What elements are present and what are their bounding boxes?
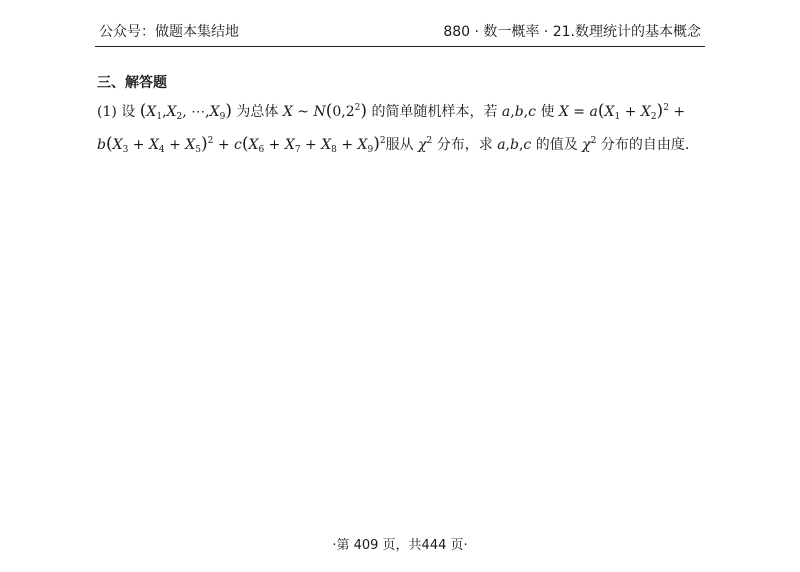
section-title: 三、解答题 [97, 75, 167, 91]
problem-text-2: 为总体 [236, 104, 279, 120]
problem-text-6: 分布，求 [436, 137, 493, 153]
page-footer: ·第 409 页，共444 页· [332, 538, 468, 553]
header-right-text: 880 · 数一概率 · 21.数理统计的基本概念 [443, 24, 701, 40]
problem-text-4: 使 [540, 104, 555, 120]
math-expr-bc: $b(X_3 + X_4 + X_5)^2 + c(X_6 + X_7 + X_8 + X_9)^2$ [97, 134, 386, 155]
problem-text-8: 分布的自由度. [600, 137, 690, 153]
math-population: X ~ $N(0,2^2)$ [282, 101, 367, 121]
math-chi-1: $\chi^2$ [418, 136, 433, 153]
problem-line-2 [97, 134, 689, 155]
math-abc-1: a,b,c [501, 104, 536, 120]
problem-line-1 [97, 101, 685, 122]
math-expr-a: $X = a(X_1 + X_2)^2$ + [558, 101, 686, 122]
problem-text-1: 设 [121, 104, 136, 120]
math-abc-2: a,b,c [497, 137, 532, 153]
problem-text-3: 的简单随机样本，若 [371, 104, 498, 120]
problem-number: (1) [97, 104, 117, 120]
problem-text-5: 服从 [385, 137, 414, 153]
page-header [95, 20, 705, 47]
header-left-text: 公众号：做题本集结地 [99, 24, 239, 40]
math-chi-2: $\chi^2$ [582, 136, 597, 153]
problem-text-7: 的值及 [535, 137, 578, 153]
math-sample: ($X_1,X_2$, $\cdots,X_9$) [139, 101, 232, 122]
